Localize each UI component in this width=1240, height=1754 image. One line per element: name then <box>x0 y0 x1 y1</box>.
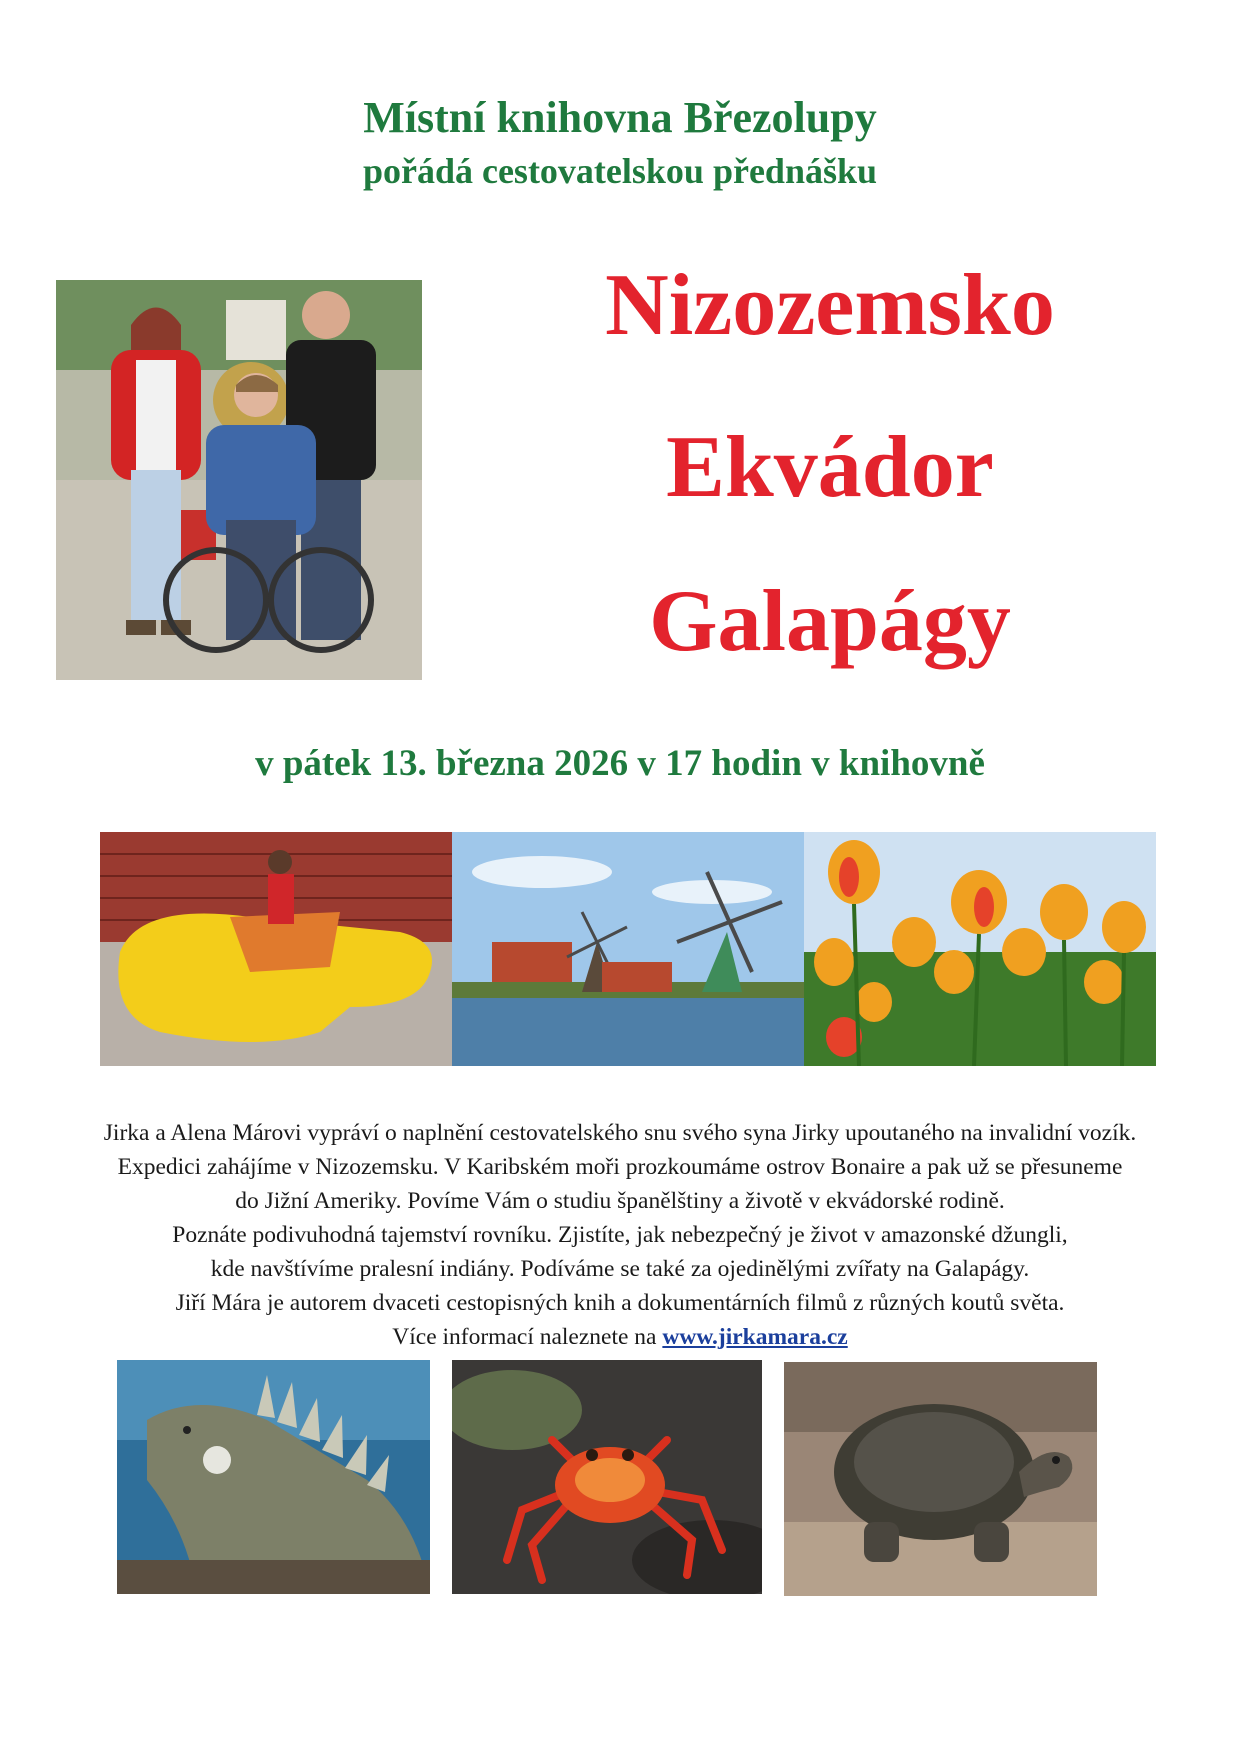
description-line: do Jižní Ameriky. Povíme Vám o studiu španělštiny a životě v ekvádorské rodině. <box>235 1188 1005 1214</box>
description-line: Jiří Mára je autorem dvaceti cestopisných knih a dokumentárních filmů z různých koutů světa. <box>175 1290 1065 1316</box>
destination-galapagos: Galapágy <box>649 573 1011 670</box>
more-info-line <box>20 1320 1220 1354</box>
destination-netherlands: Nizozemsko <box>605 257 1055 354</box>
description-line: Poznáte podivuhodná tajemství rovníku. Zjistíte, jak nebezpečný je život v amazonské džungli, <box>172 1222 1068 1248</box>
wooden-shoe-photo <box>100 832 452 1066</box>
organizer-title: Místní knihovna Březolupy <box>363 93 877 142</box>
iguana-photo <box>117 1360 430 1594</box>
description-line: Expedici zahájíme v Nizozemsku. V Karibském moři prozkoumáme ostrov Bonaire a pak už se přesuneme <box>117 1154 1123 1180</box>
windmills-photo <box>452 832 804 1066</box>
description-line: Jirka a Alena Márovi vypráví o naplnění cestovatelského snu svého syna Jirky upoutaného na invalidní vozík. <box>103 1120 1137 1146</box>
destination-ecuador: Ekvádor <box>666 419 994 516</box>
tulips-photo <box>804 832 1156 1066</box>
event-description <box>20 1116 1220 1354</box>
website-link[interactable]: www.jirkamara.cz <box>662 1324 848 1350</box>
crab-photo <box>452 1360 762 1594</box>
event-subtitle: pořádá cestovatelskou přednášku <box>362 151 878 191</box>
tortoise-photo <box>784 1362 1097 1596</box>
more-info-text: Více informací naleznete na <box>392 1324 663 1350</box>
family-photo <box>56 280 422 680</box>
event-date-time: v pátek 13. března 2026 v 17 hodin v knihovně <box>255 743 985 784</box>
description-line: kde navštívíme pralesní indiány. Podíváme se také za ojedinělými zvířaty na Galapágy. <box>210 1256 1030 1282</box>
